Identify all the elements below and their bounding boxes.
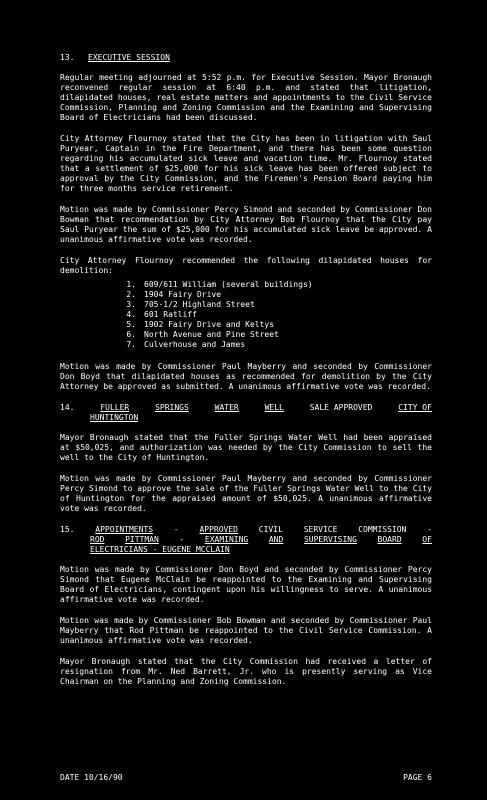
list-item: 6. North Avenue and Pine Street: [126, 330, 279, 339]
list-item: 2. 1904 Fairy Drive: [126, 290, 222, 299]
footer-page-number: PAGE 6: [403, 773, 432, 782]
section-13-heading: [60, 53, 432, 63]
section-15-heading: 15. APPOINTMENTS - APPROVED CIVIL SERVICE COMMISSION - ROD PITTMAN - EXAMINING AND SUPERVISING BOARD OF ELECTRICIANS - EUGENE MCCLAIN: [60, 525, 432, 554]
section-number: 13.: [60, 53, 75, 62]
paragraph-pittman-motion: Motion was made by Commissioner Bob Bowman and seconded by Commissioner Paul Mayberry that Rod Pittman be reappointed to the Civil Service Commission. A unanimous affirmative vote was recorded.: [60, 616, 432, 645]
list-item: 1. 609/611 William (several buildings): [126, 280, 313, 289]
paragraph-settlement-motion: Motion was made by Commissioner Percy Simond and seconded by Commissioner Don Bowman that recommendation by City Attorney Bob Flournoy that the City pay Saul Puryear the sum of $25,000 for his accumulated sick leave be approved. A unanimous affirmative vote was recorded.: [60, 205, 432, 244]
list-item: 7. Culverhouse and James: [126, 340, 246, 349]
list-item: 5. 1902 Fairy Drive and Keltys: [126, 320, 275, 329]
paragraph-well-appraisal: Mayor Bronaugh stated that the Fuller Springs Water Well had been appraised at $50,025, and authorization was needed by the City Commission to sell the well to the City of Huntington.: [60, 433, 432, 462]
paragraph-well-motion: Motion was made by Commissioner Paul Mayberry and seconded by Commissioner Percy Simond to approve the sale of the Fuller Springs Water Well to the City of Huntington for the appraised amount of $50,025. A unanimous affirmative vote was recorded.: [60, 474, 432, 513]
paragraph-litigation: City Attorney Flournoy stated that the City has been in litigation with Saul Puryear, Captain in the Fire Department, and there has been some question regarding his accumulated sick leave and vacation time. Mr. Flournoy stated that a settlement of $25,000 for his sick leave has been offered subject to approval by the City Commission, and the Firemen's Pension Board paying him for three months service retirement.: [60, 134, 432, 193]
list-item: 3. 705-1/2 Highland Street: [126, 300, 255, 309]
page-footer: [60, 773, 432, 783]
paragraph-adjournment: Regular meeting adjourned at 5:52 p.m. for Executive Session. Mayor Bronaugh reconvened regular session at 6:40 p.m. and stated that litigation, dilapidated houses, real estate matters and appointments to the Civil Service Commission, Planning and Zoning Commission and the Examining and Supervising Board of Electricians had been discussed.: [60, 73, 432, 122]
paragraph-resignation: Mayor Bronaugh stated that the City Commission had received a letter of resignation from Mr. Ned Barrett, Jr. who is presently serving as Vice Chairman on the Planning and Zoning Commission.: [60, 657, 432, 686]
minutes-page: [60, 53, 432, 698]
paragraph-mcclain-motion: Motion was made by Commissioner Don Boyd and seconded by Commissioner Percy Simond that Eugene McClain be reappointed to the Examining and Supervising Board of Electricians, contingent upon his willingness to serve. A unanimous affirmative vote was recorded.: [60, 565, 432, 604]
footer-date: DATE 10/16/90: [60, 773, 123, 782]
paragraph-demolition-motion: Motion was made by Commissioner Paul Mayberry and seconded by Commissioner Don Boyd that dilapidated houses as recommended for demolition by the City Attorney be approved as submitted. A unanimous affirmative vote was recorded.: [60, 362, 432, 391]
paragraph-demolition-intro: City Attorney Flournoy recommended the following dilapidated houses for demolition:: [60, 256, 432, 275]
section-14-heading: 14. FULLER SPRINGS WATER WELL SALE APPROVED CITY OF HUNTINGTON: [60, 403, 432, 422]
section-title: EXECUTIVE SESSION: [88, 53, 170, 62]
list-item: 4. 601 Ratliff: [126, 310, 197, 319]
demolition-list: [60, 280, 432, 350]
